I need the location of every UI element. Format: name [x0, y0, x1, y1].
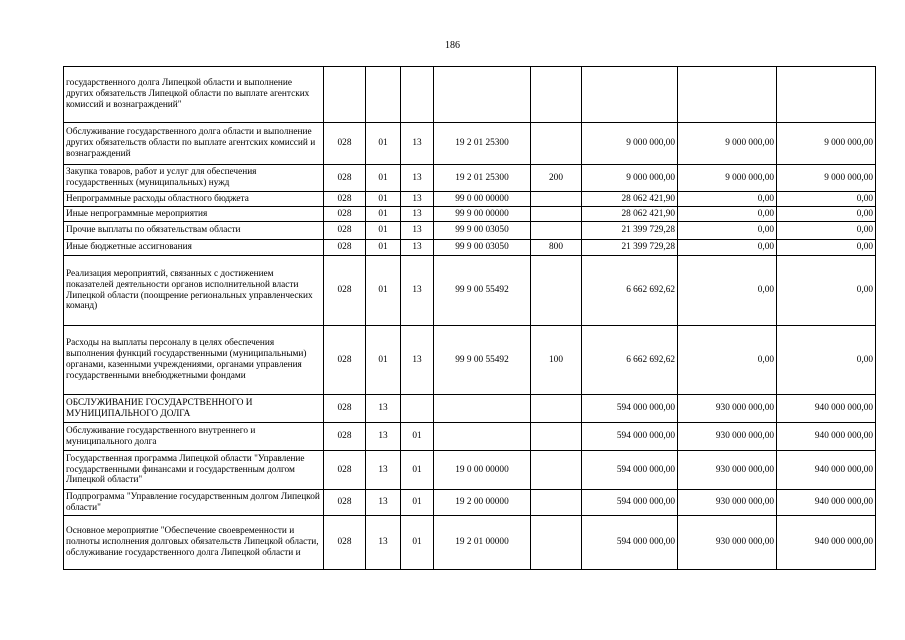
cell-sum-year-3: 940 000 000,00 — [777, 451, 876, 490]
cell-name: Непрограммные расходы областного бюджета — [64, 192, 324, 207]
cell-sum-year-1: 594 000 000,00 — [582, 451, 678, 490]
cell-target-article: 99 9 00 03050 — [434, 222, 531, 240]
cell-section: 01 — [366, 326, 401, 395]
cell-sum-year-1 — [582, 67, 678, 123]
cell-ministry-code: 028 — [324, 165, 366, 192]
table-body — [64, 67, 876, 570]
cell-ministry-code: 028 — [324, 516, 366, 570]
cell-section: 13 — [366, 451, 401, 490]
cell-sum-year-3: 940 000 000,00 — [777, 395, 876, 423]
cell-sum-year-2 — [678, 67, 777, 123]
cell-expense-type — [531, 423, 582, 451]
cell-section: 01 — [366, 207, 401, 222]
cell-subsection: 13 — [401, 165, 434, 192]
cell-ministry-code: 028 — [324, 207, 366, 222]
cell-subsection — [401, 395, 434, 423]
cell-section: 01 — [366, 256, 401, 326]
cell-expense-type — [531, 516, 582, 570]
cell-subsection: 01 — [401, 490, 434, 516]
cell-sum-year-1: 594 000 000,00 — [582, 423, 678, 451]
cell-ministry-code: 028 — [324, 240, 366, 256]
cell-expense-type — [531, 490, 582, 516]
cell-sum-year-2: 0,00 — [678, 240, 777, 256]
cell-sum-year-1: 594 000 000,00 — [582, 395, 678, 423]
table-row — [64, 240, 876, 256]
cell-section: 13 — [366, 423, 401, 451]
cell-sum-year-3: 0,00 — [777, 192, 876, 207]
cell-sum-year-3: 940 000 000,00 — [777, 423, 876, 451]
cell-ministry-code: 028 — [324, 423, 366, 451]
cell-sum-year-1: 21 399 729,28 — [582, 222, 678, 240]
cell-target-article: 99 9 00 00000 — [434, 207, 531, 222]
cell-expense-type — [531, 67, 582, 123]
cell-sum-year-2: 0,00 — [678, 326, 777, 395]
cell-sum-year-2: 0,00 — [678, 256, 777, 326]
table-row — [64, 192, 876, 207]
cell-subsection — [401, 67, 434, 123]
cell-subsection: 13 — [401, 240, 434, 256]
cell-name: Обслуживание государственного внутреннего и муниципального долга — [64, 423, 324, 451]
cell-subsection: 13 — [401, 207, 434, 222]
cell-sum-year-1: 9 000 000,00 — [582, 123, 678, 165]
cell-sum-year-1: 28 062 421,90 — [582, 207, 678, 222]
cell-name: Реализация мероприятий, связанных с достижением показателей деятельности органов исполнительной власти Липецкой области (поощрение региональных управленческих команд) — [64, 256, 324, 326]
cell-sum-year-3: 0,00 — [777, 222, 876, 240]
cell-sum-year-3: 9 000 000,00 — [777, 165, 876, 192]
cell-expense-type — [531, 123, 582, 165]
cell-expense-type — [531, 451, 582, 490]
table-row — [64, 123, 876, 165]
cell-sum-year-1: 594 000 000,00 — [582, 516, 678, 570]
cell-ministry-code: 028 — [324, 326, 366, 395]
cell-sum-year-1: 28 062 421,90 — [582, 192, 678, 207]
cell-target-article: 99 9 00 55492 — [434, 326, 531, 395]
cell-name: Основное мероприятие "Обеспечение своевременности и полноты исполнения долговых обязательств Липецкой области, обслуживание государственного долга Липецкой области и — [64, 516, 324, 570]
table-row — [64, 423, 876, 451]
cell-sum-year-3: 0,00 — [777, 240, 876, 256]
table-row — [64, 222, 876, 240]
cell-section: 01 — [366, 240, 401, 256]
table-row — [64, 490, 876, 516]
cell-name: Обслуживание государственного долга области и выполнение других обязательств области по выплате агентских комиссий и вознаграждений — [64, 123, 324, 165]
cell-sum-year-3: 0,00 — [777, 207, 876, 222]
cell-sum-year-1: 21 399 729,28 — [582, 240, 678, 256]
cell-sum-year-2: 930 000 000,00 — [678, 423, 777, 451]
budget-table — [63, 66, 876, 570]
cell-sum-year-1: 6 662 692,62 — [582, 326, 678, 395]
cell-sum-year-3: 0,00 — [777, 326, 876, 395]
cell-name: Иные непрограммные мероприятия — [64, 207, 324, 222]
cell-sum-year-3: 940 000 000,00 — [777, 490, 876, 516]
cell-target-article: 19 2 01 00000 — [434, 516, 531, 570]
table-row — [64, 516, 876, 570]
cell-sum-year-2: 0,00 — [678, 222, 777, 240]
cell-section: 13 — [366, 516, 401, 570]
table-row — [64, 326, 876, 395]
cell-name: Иные бюджетные ассигнования — [64, 240, 324, 256]
cell-target-article — [434, 423, 531, 451]
table-row — [64, 395, 876, 423]
cell-sum-year-2: 930 000 000,00 — [678, 395, 777, 423]
cell-expense-type — [531, 192, 582, 207]
cell-expense-type: 100 — [531, 326, 582, 395]
cell-subsection: 13 — [401, 256, 434, 326]
cell-section: 01 — [366, 165, 401, 192]
cell-ministry-code: 028 — [324, 222, 366, 240]
cell-subsection: 13 — [401, 222, 434, 240]
cell-section: 01 — [366, 123, 401, 165]
cell-sum-year-1: 594 000 000,00 — [582, 490, 678, 516]
cell-sum-year-1: 9 000 000,00 — [582, 165, 678, 192]
cell-name: Расходы на выплаты персоналу в целях обеспечения выполнения функций государственными (муниципальными) органами, казенными учреждениями, органами управления государственными внебюджетными фондами — [64, 326, 324, 395]
cell-ministry-code: 028 — [324, 490, 366, 516]
cell-sum-year-2: 930 000 000,00 — [678, 516, 777, 570]
page-number: 186 — [445, 40, 460, 51]
cell-sum-year-3: 940 000 000,00 — [777, 516, 876, 570]
cell-target-article: 19 2 01 25300 — [434, 123, 531, 165]
cell-section: 01 — [366, 192, 401, 207]
cell-subsection: 13 — [401, 192, 434, 207]
cell-subsection: 01 — [401, 516, 434, 570]
cell-subsection: 13 — [401, 123, 434, 165]
cell-name: Государственная программа Липецкой области "Управление государственными финансами и государственным долгом Липецкой области" — [64, 451, 324, 490]
cell-sum-year-2: 9 000 000,00 — [678, 123, 777, 165]
cell-subsection: 13 — [401, 326, 434, 395]
cell-name: государственного долга Липецкой области и выполнение других обязательств Липецкой области по выплате агентских комиссий и вознаграждений" — [64, 67, 324, 123]
cell-ministry-code: 028 — [324, 192, 366, 207]
cell-ministry-code: 028 — [324, 395, 366, 423]
cell-subsection: 01 — [401, 423, 434, 451]
cell-expense-type — [531, 207, 582, 222]
table-row — [64, 165, 876, 192]
table-row — [64, 451, 876, 490]
cell-target-article: 19 0 00 00000 — [434, 451, 531, 490]
cell-target-article — [434, 395, 531, 423]
cell-expense-type — [531, 222, 582, 240]
cell-sum-year-2: 930 000 000,00 — [678, 451, 777, 490]
cell-expense-type: 200 — [531, 165, 582, 192]
cell-target-article — [434, 67, 531, 123]
cell-section — [366, 67, 401, 123]
cell-subsection: 01 — [401, 451, 434, 490]
cell-sum-year-2: 0,00 — [678, 192, 777, 207]
table-row — [64, 256, 876, 326]
cell-ministry-code: 028 — [324, 451, 366, 490]
cell-sum-year-1: 6 662 692,62 — [582, 256, 678, 326]
cell-name: Подпрограмма "Управление государственным долгом Липецкой области" — [64, 490, 324, 516]
cell-section: 13 — [366, 490, 401, 516]
cell-target-article: 99 9 00 03050 — [434, 240, 531, 256]
cell-target-article: 19 2 00 00000 — [434, 490, 531, 516]
cell-target-article: 99 9 00 55492 — [434, 256, 531, 326]
cell-target-article: 99 0 00 00000 — [434, 192, 531, 207]
cell-ministry-code: 028 — [324, 123, 366, 165]
cell-ministry-code — [324, 67, 366, 123]
cell-target-article: 19 2 01 25300 — [434, 165, 531, 192]
cell-sum-year-3: 0,00 — [777, 256, 876, 326]
table-row — [64, 67, 876, 123]
cell-sum-year-2: 9 000 000,00 — [678, 165, 777, 192]
cell-ministry-code: 028 — [324, 256, 366, 326]
cell-name: Прочие выплаты по обязательствам области — [64, 222, 324, 240]
cell-expense-type — [531, 256, 582, 326]
cell-expense-type: 800 — [531, 240, 582, 256]
cell-expense-type — [531, 395, 582, 423]
table-row — [64, 207, 876, 222]
cell-sum-year-3: 9 000 000,00 — [777, 123, 876, 165]
cell-section: 13 — [366, 395, 401, 423]
cell-sum-year-2: 930 000 000,00 — [678, 490, 777, 516]
cell-name: Закупка товаров, работ и услуг для обеспечения государственных (муниципальных) нужд — [64, 165, 324, 192]
cell-section: 01 — [366, 222, 401, 240]
cell-sum-year-2: 0,00 — [678, 207, 777, 222]
cell-sum-year-3 — [777, 67, 876, 123]
cell-name: ОБСЛУЖИВАНИЕ ГОСУДАРСТВЕННОГО И МУНИЦИПАЛЬНОГО ДОЛГА — [64, 395, 324, 423]
